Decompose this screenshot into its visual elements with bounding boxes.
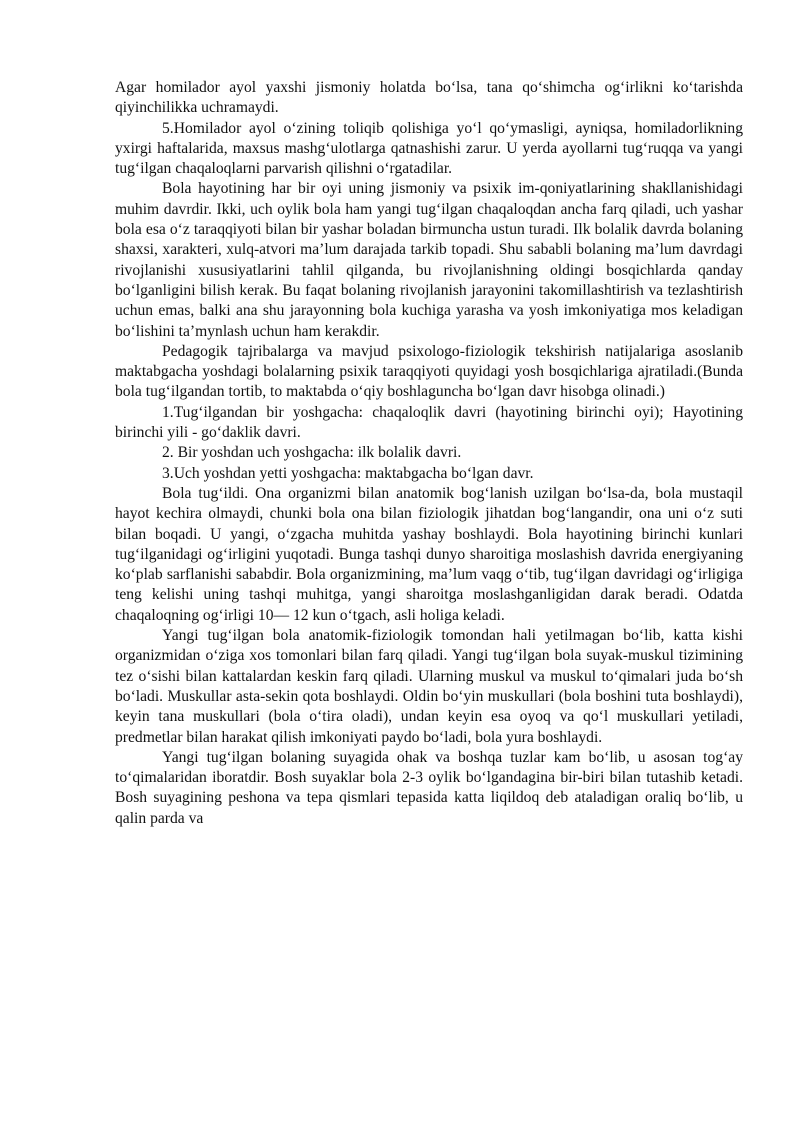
paragraph-7: Yangi tug‘ilgan bolaning suyagida ohak va boshqa tuzlar kam bo‘lib, u asosan tog‘ay to‘qimalaridan iboratdir. Bosh suyaklar bola 2-3 oylik bo‘lgandagina bir-biri bilan tutashib ketadi. Bosh suyagining peshona va tepa qismlari tepasida katta liqildoq deb ataladigan oraliq bo‘lib, u qalin parda va [115,748,743,827]
paragraph-2: 5.Homilador ayol o‘zining toliqib qolishiga yo‘l qo‘ymasligi, ayniqsa, homiladorlikning yxirgi haftalarida, maxsus mashg‘ulotlarga qatnashishi zarur. U yerda ayollarni tug‘ruqqa va yangi tug‘ilgan chaqaloqlarni parvarish qilishni o‘rgatadilar. [115,119,743,178]
document-page [115,78,743,829]
paragraph-5: Bola tug‘ildi. Ona organizmi bilan anatomik bog‘lanish uzilgan bo‘lsa-da, bola mustaqil hayot kechira olmaydi, chunki bola ona bilan fiziologik jihatdan bog‘langandir, ona uni o‘z suti bilan boqadi. U yangi, o‘zgacha muhitda yashay boshlaydi. Bola hayotining birinchi kunlari tug‘ilganidagi og‘irligini yuqotadi. Bunga tashqi dunyo sharoitiga moslashish davrida energiyaning ko‘plab sarflanishi sababdir. Bola organizmining, ma’lum vaqg o‘tib, tug‘ilgan davridagi og‘irligiga teng kelishi uning tashqi muhitga, yangi sharoitga moslashganligidan darak beradi. Odatda chaqaloqning og‘irligi 10— 12 kun o‘tgach, asli holiga keladi. [115,484,743,624]
paragraph-3: Bola hayotining har bir oyi uning jismoniy va psixik im-qoniyatlarining shakllanishidagi muhim davrdir. Ikki, uch oylik bola ham yangi tug‘ilgan chaqaloqdan ancha farq qiladi, uch yashar bola esa o‘z taraqqiyoti bilan bir yashar boladan birmuncha ustun turadi. Ilk bolalik davrda bolaning shaxsi, xarakteri, xulq-atvori ma’lum darajada tarkib topadi. Shu sababli bolaning ma’lum davrdagi rivojlanishi xususiyatlarini tahlil qilganda, bu rivojlanishning oldingi bosqichlarda qanday bo‘lganligini bilish kerak. Bu faqat bolaning rivojlanish jarayonini takomillashtirish va tezlashtirish uchun emas, balki ana shu jarayonning bola kuchiga yarasha va yosh imkoniyatiga mos keladigan bo‘lishini ta’mynlash uchun ham kerakdir. [115,180,743,340]
paragraph-6: Yangi tug‘ilgan bola anatomik-fiziologik tomondan hali yetilmagan bo‘lib, katta kishi organizmidan o‘ziga xos tomonlari bilan farq qiladi. Yangi tug‘ilgan bola suyak-muskul tizimining tez o‘sishi bilan kattalardan keskin farq qiladi. Ularning muskul va muskul to‘qimalari juda bo‘sh bo‘ladi. Muskullar asta-sekin qota boshlaydi. Oldin bo‘yin muskullari (bola boshini tuta boshlaydi), keyin tana muskullari (bola o‘tira oladi), undan keyin esa oyoq va qo‘l muskullari yetiladi, predmetlar bilan harakat qilish imkoniyati paydo bo‘ladi, bola yura boshlaydi. [115,627,743,746]
list-item-2: 2. Bir yoshdan uch yoshgacha: ilk bolalik davri. [162,444,462,462]
list-item-1: 1.Tug‘ilgandan bir yoshgacha: chaqaloqlik davri (hayotining birinchi oyi); Hayotining birinchi yili - go‘daklik davri. [115,403,743,442]
paragraph-4: Pedagogik tajribalarga va mavjud psixologo-fiziologik tekshirish natijalariga asoslanib maktabgacha yoshdagi bolalarning psixik taraqqiyoti quyidagi yosh bosqichlariga ajratiladi.(Bunda bola tug‘ilgandan tortib, to maktabda o‘qiy boshlaguncha bo‘lgan davr hisobga olinadi.) [115,342,743,401]
paragraph-1: Agar homilador ayol yaxshi jismoniy holatda bo‘lsa, tana qo‘shimcha og‘irlikni ko‘tarishda qiyinchilikka uchramaydi. [115,79,743,117]
list-item-3: 3.Uch yoshdan yetti yoshgacha: maktabgacha bo‘lgan davr. [162,464,534,482]
